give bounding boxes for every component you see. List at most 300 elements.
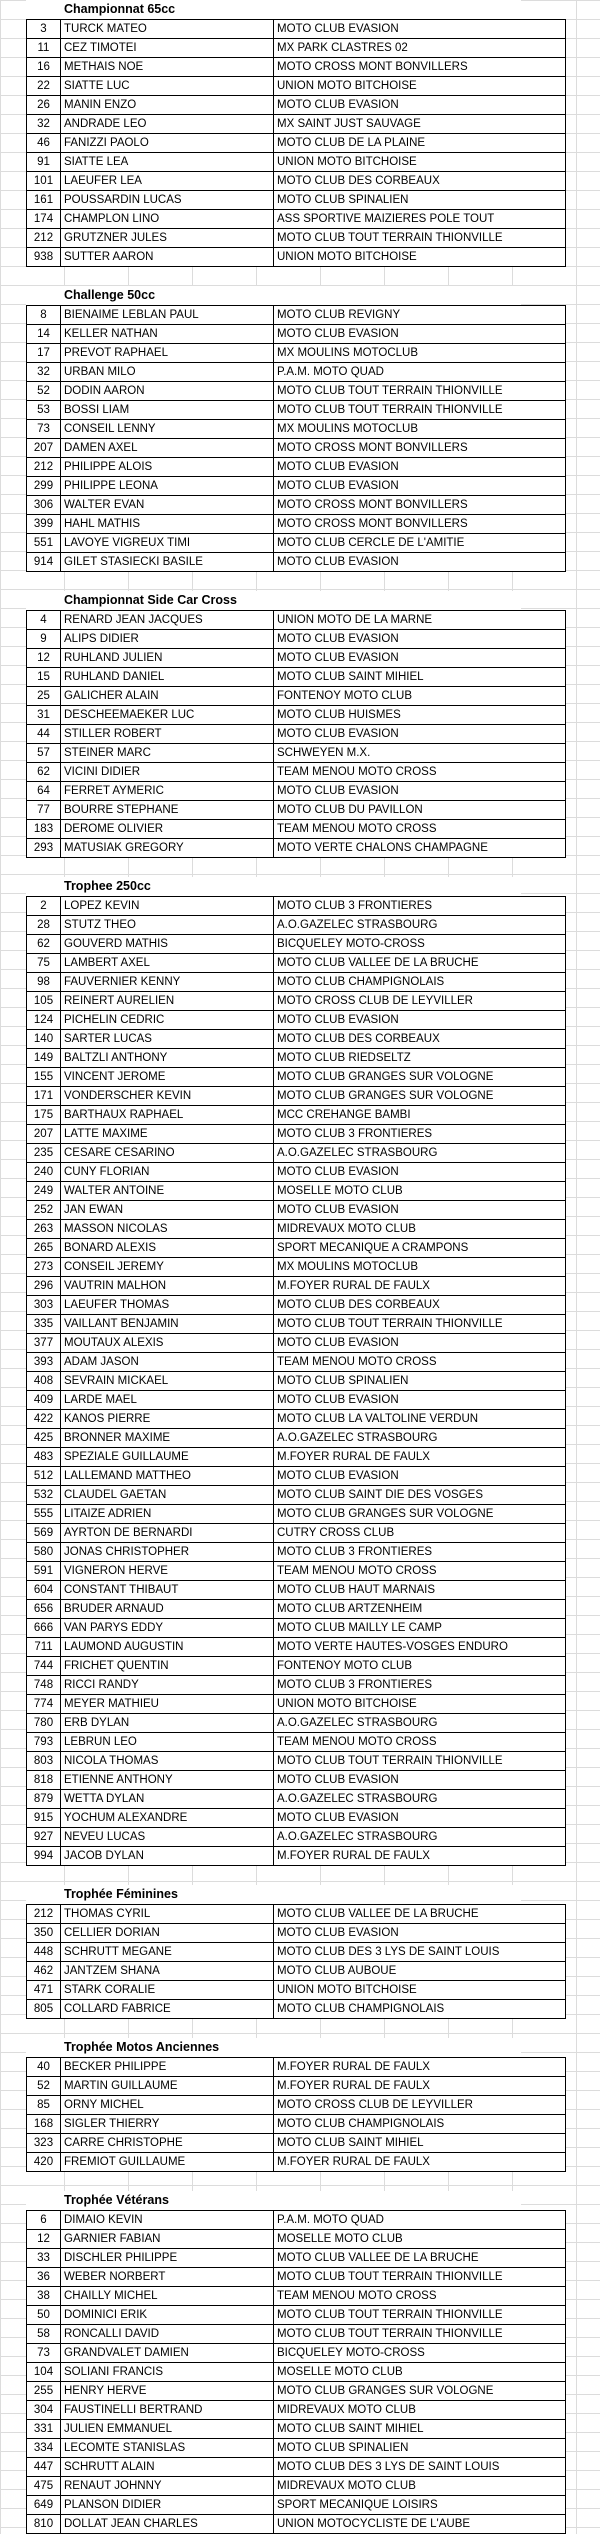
table-row [27, 916, 566, 935]
rider-number: 62 [27, 763, 61, 782]
club-name: MOTO CLUB 3 FRONTIERES [274, 1543, 566, 1562]
category-section [26, 286, 566, 572]
club-name: MOTO CLUB EVASION [274, 1771, 566, 1790]
rider-number: 915 [27, 1809, 61, 1828]
table-row [27, 1391, 566, 1410]
club-name: MOTO CLUB TOUT TERRAIN THIONVILLE [274, 229, 566, 248]
table-row [27, 210, 566, 229]
rider-name: FANIZZI PAOLO [61, 134, 274, 153]
rider-number: 649 [27, 2496, 61, 2515]
club-name: MOTO CLUB GRANGES SUR VOLOGNE [274, 1087, 566, 1106]
club-name: MOTO CLUB EVASION [274, 725, 566, 744]
club-name: MOTO CLUB SAINT DIE DES VOSGES [274, 1486, 566, 1505]
club-name: MOTO CLUB MAILLY LE CAMP [274, 1619, 566, 1638]
entries-table [26, 1904, 566, 2019]
club-name: MOTO CLUB DES CORBEAUX [274, 172, 566, 191]
rider-name: VIGNERON HERVE [61, 1562, 274, 1581]
rider-name: CONSEIL LENNY [61, 420, 274, 439]
table-row [27, 954, 566, 973]
category-section [26, 2038, 566, 2172]
rider-name: ANDRADE LEO [61, 115, 274, 134]
club-name: MOTO CLUB TOUT TERRAIN THIONVILLE [274, 1752, 566, 1771]
rider-name: FERRET AYMERIC [61, 782, 274, 801]
rider-name: RENAUT JOHNNY [61, 2477, 274, 2496]
rider-name: LEBRUN LEO [61, 1733, 274, 1752]
club-name: UNION MOTOCYCLISTE DE L'AUBE [274, 2515, 566, 2534]
table-row [27, 2306, 566, 2325]
table-row [27, 1828, 566, 1847]
table-row [27, 2058, 566, 2077]
club-name: MOSELLE MOTO CLUB [274, 1182, 566, 1201]
rider-name: CESARE CESARINO [61, 1144, 274, 1163]
club-name: MOTO CLUB TOUT TERRAIN THIONVILLE [274, 2325, 566, 2344]
rider-number: 296 [27, 1277, 61, 1296]
table-row [27, 2153, 566, 2172]
rider-number: 420 [27, 2153, 61, 2172]
rider-number: 105 [27, 992, 61, 1011]
rider-number: 174 [27, 210, 61, 229]
table-row [27, 1467, 566, 1486]
rider-name: THOMAS CYRIL [61, 1905, 274, 1924]
club-name: MX PARK CLASTRES 02 [274, 39, 566, 58]
rider-number: 803 [27, 1752, 61, 1771]
club-name: P.A.M. MOTO QUAD [274, 363, 566, 382]
rider-name: BOSSI LIAM [61, 401, 274, 420]
table-row [27, 2477, 566, 2496]
table-row [27, 1733, 566, 1752]
rider-number: 85 [27, 2096, 61, 2115]
club-name: MOTO CROSS MONT BONVILLERS [274, 515, 566, 534]
rider-number: 323 [27, 2134, 61, 2153]
rider-name: SOLIANI FRANCIS [61, 2363, 274, 2382]
rider-number: 879 [27, 1790, 61, 1809]
table-row [27, 306, 566, 325]
table-row [27, 515, 566, 534]
rider-number: 38 [27, 2287, 61, 2306]
table-row [27, 1068, 566, 1087]
rider-number: 22 [27, 77, 61, 96]
table-row [27, 1981, 566, 2000]
table-row [27, 1296, 566, 1315]
rider-number: 448 [27, 1943, 61, 1962]
table-row [27, 153, 566, 172]
rider-number: 748 [27, 1676, 61, 1695]
club-name: A.O.GAZELEC STRASBOURG [274, 916, 566, 935]
table-row [27, 1714, 566, 1733]
table-row [27, 630, 566, 649]
table-row [27, 1600, 566, 1619]
club-name: MOTO CLUB DES 3 LYS DE SAINT LOUIS [274, 1943, 566, 1962]
rider-name: LATTE MAXIME [61, 1125, 274, 1144]
rider-number: 744 [27, 1657, 61, 1676]
rider-number: 393 [27, 1353, 61, 1372]
table-row [27, 534, 566, 553]
rider-number: 140 [27, 1030, 61, 1049]
rider-number: 73 [27, 2344, 61, 2363]
rider-name: SIGLER THIERRY [61, 2115, 274, 2134]
club-name: MOSELLE MOTO CLUB [274, 2230, 566, 2249]
rider-number: 25 [27, 687, 61, 706]
club-name: MX MOULINS MOTOCLUB [274, 420, 566, 439]
table-row [27, 1258, 566, 1277]
rider-name: DOMINICI ERIK [61, 2306, 274, 2325]
rider-name: HAHL MATHIS [61, 515, 274, 534]
rider-number: 57 [27, 744, 61, 763]
club-name: A.O.GAZELEC STRASBOURG [274, 1828, 566, 1847]
category-title: Trophée Féminines [26, 1885, 521, 1904]
rider-number: 255 [27, 2382, 61, 2401]
rider-name: FAUVERNIER KENNY [61, 973, 274, 992]
club-name: MOTO CLUB CHAMPIGNOLAIS [274, 2000, 566, 2019]
rider-name: VONDERSCHER KEVIN [61, 1087, 274, 1106]
rider-name: CEZ TIMOTEI [61, 39, 274, 58]
rider-name: BIENAIME LEBLAN PAUL [61, 306, 274, 325]
club-name: MOTO CLUB SPINALIEN [274, 191, 566, 210]
table-row [27, 2096, 566, 2115]
rider-name: MOUTAUX ALEXIS [61, 1334, 274, 1353]
rider-number: 104 [27, 2363, 61, 2382]
club-name: MOTO CLUB SAINT MIHIEL [274, 668, 566, 687]
rider-number: 32 [27, 363, 61, 382]
rider-name: BONARD ALEXIS [61, 1239, 274, 1258]
rider-number: 425 [27, 1429, 61, 1448]
rider-number: 335 [27, 1315, 61, 1334]
table-row [27, 1905, 566, 1924]
table-row [27, 1924, 566, 1943]
club-name: MOTO CLUB EVASION [274, 477, 566, 496]
rider-name: RUHLAND JULIEN [61, 649, 274, 668]
rider-number: 805 [27, 2000, 61, 2019]
table-row [27, 1657, 566, 1676]
table-row [27, 1752, 566, 1771]
club-name: MOTO CLUB SPINALIEN [274, 2439, 566, 2458]
table-row [27, 725, 566, 744]
table-row [27, 553, 566, 572]
rider-name: PICHELIN CEDRIC [61, 1011, 274, 1030]
club-name: MOTO CLUB EVASION [274, 649, 566, 668]
rider-number: 91 [27, 153, 61, 172]
table-row [27, 20, 566, 39]
club-name: TEAM MENOU MOTO CROSS [274, 1353, 566, 1372]
table-row [27, 401, 566, 420]
rider-number: 512 [27, 1467, 61, 1486]
rider-number: 207 [27, 439, 61, 458]
rider-number: 299 [27, 477, 61, 496]
table-row [27, 1201, 566, 1220]
category-section [26, 0, 566, 267]
club-name: P.A.M. MOTO QUAD [274, 2211, 566, 2230]
rider-number: 938 [27, 248, 61, 267]
table-row [27, 77, 566, 96]
rider-name: GRANDVALET DAMIEN [61, 2344, 274, 2363]
rider-number: 350 [27, 1924, 61, 1943]
rider-number: 994 [27, 1847, 61, 1866]
club-name: UNION MOTO BITCHOISE [274, 1981, 566, 2000]
rider-number: 711 [27, 1638, 61, 1657]
table-row [27, 1448, 566, 1467]
rider-name: LAUMOND AUGUSTIN [61, 1638, 274, 1657]
rider-number: 14 [27, 325, 61, 344]
table-row [27, 496, 566, 515]
table-row [27, 1220, 566, 1239]
rider-number: 8 [27, 306, 61, 325]
rider-number: 16 [27, 58, 61, 77]
rider-name: CHAMPLON LINO [61, 210, 274, 229]
rider-name: LAEUFER THOMAS [61, 1296, 274, 1315]
club-name: MOTO CROSS MONT BONVILLERS [274, 439, 566, 458]
rider-name: STEINER MARC [61, 744, 274, 763]
club-name: M.FOYER RURAL DE FAULX [274, 1277, 566, 1296]
table-row [27, 1943, 566, 1962]
rider-name: PLANSON DIDIER [61, 2496, 274, 2515]
table-row [27, 992, 566, 1011]
table-row [27, 1524, 566, 1543]
club-name: MOTO CLUB SAINT MIHIEL [274, 2420, 566, 2439]
club-name: MIDREVAUX MOTO CLUB [274, 2401, 566, 2420]
club-name: MOTO CLUB EVASION [274, 458, 566, 477]
rider-name: NICOLA THOMAS [61, 1752, 274, 1771]
rider-name: WETTA DYLAN [61, 1790, 274, 1809]
rider-name: BRUDER ARNAUD [61, 1600, 274, 1619]
rider-name: ORNY MICHEL [61, 2096, 274, 2115]
table-row [27, 1372, 566, 1391]
club-name: A.O.GAZELEC STRASBOURG [274, 1790, 566, 1809]
club-name: MX MOULINS MOTOCLUB [274, 1258, 566, 1277]
table-row [27, 382, 566, 401]
rider-number: 155 [27, 1068, 61, 1087]
table-row [27, 2439, 566, 2458]
rider-name: DESCHEEMAEKER LUC [61, 706, 274, 725]
rider-number: 555 [27, 1505, 61, 1524]
rider-name: SUTTER AARON [61, 248, 274, 267]
club-name: MOTO CLUB 3 FRONTIERES [274, 1125, 566, 1144]
table-row [27, 1790, 566, 1809]
rider-name: WALTER ANTOINE [61, 1182, 274, 1201]
entries-table [26, 896, 566, 1866]
table-row [27, 2211, 566, 2230]
rider-name: MATUSIAK GREGORY [61, 839, 274, 858]
rider-number: 914 [27, 553, 61, 572]
rider-name: JANTZEM SHANA [61, 1962, 274, 1981]
rider-number: 666 [27, 1619, 61, 1638]
rider-name: GARNIER FABIAN [61, 2230, 274, 2249]
table-row [27, 668, 566, 687]
club-name: MOTO CLUB GRANGES SUR VOLOGNE [274, 2382, 566, 2401]
rider-name: LARDE MAEL [61, 1391, 274, 1410]
rider-name: BRONNER MAXIME [61, 1429, 274, 1448]
club-name: MOTO CLUB 3 FRONTIERES [274, 897, 566, 916]
club-name: MOTO CLUB SPINALIEN [274, 1372, 566, 1391]
rider-name: GALICHER ALAIN [61, 687, 274, 706]
table-row [27, 1315, 566, 1334]
category-title: Trophee 250cc [26, 877, 521, 896]
rider-number: 40 [27, 2058, 61, 2077]
rider-name: TURCK MATEO [61, 20, 274, 39]
rider-number: 818 [27, 1771, 61, 1790]
rider-number: 532 [27, 1486, 61, 1505]
table-row [27, 1543, 566, 1562]
club-name: MOTO CLUB EVASION [274, 325, 566, 344]
rider-name: BECKER PHILIPPE [61, 2058, 274, 2077]
rider-number: 235 [27, 1144, 61, 1163]
rider-name: MASSON NICOLAS [61, 1220, 274, 1239]
club-name: MOTO CLUB EVASION [274, 1809, 566, 1828]
club-name: MOTO CLUB GRANGES SUR VOLOGNE [274, 1068, 566, 1087]
table-row [27, 2420, 566, 2439]
rider-name: SCHRUTT MEGANE [61, 1943, 274, 1962]
club-name: MOTO CLUB DES CORBEAUX [274, 1296, 566, 1315]
club-name: MOTO CLUB TOUT TERRAIN THIONVILLE [274, 2268, 566, 2287]
rider-name: SIATTE LUC [61, 77, 274, 96]
rider-number: 2 [27, 897, 61, 916]
club-name: MOTO CLUB AUBOUE [274, 1962, 566, 1981]
rider-name: BOURRE STEPHANE [61, 801, 274, 820]
rider-name: FRICHET QUENTIN [61, 1657, 274, 1676]
rider-name: JONAS CHRISTOPHER [61, 1543, 274, 1562]
rider-number: 3 [27, 20, 61, 39]
club-name: MIDREVAUX MOTO CLUB [274, 2477, 566, 2496]
entries-table [26, 19, 566, 267]
rider-name: LAEUFER LEA [61, 172, 274, 191]
club-name: MOTO CLUB TOUT TERRAIN THIONVILLE [274, 401, 566, 420]
rider-number: 149 [27, 1049, 61, 1068]
rider-number: 52 [27, 382, 61, 401]
table-row [27, 1277, 566, 1296]
club-name: MOTO CLUB CHAMPIGNOLAIS [274, 2115, 566, 2134]
club-name: BICQUELEY MOTO-CROSS [274, 2344, 566, 2363]
club-name: MOTO CLUB TOUT TERRAIN THIONVILLE [274, 382, 566, 401]
rider-number: 36 [27, 2268, 61, 2287]
rider-name: METHAIS NOE [61, 58, 274, 77]
table-row [27, 325, 566, 344]
table-row [27, 649, 566, 668]
table-row [27, 2115, 566, 2134]
table-row [27, 2134, 566, 2153]
club-name: MOTO CLUB EVASION [274, 1334, 566, 1353]
rider-number: 171 [27, 1087, 61, 1106]
club-name: M.FOYER RURAL DE FAULX [274, 2153, 566, 2172]
club-name: SPORT MECANIQUE A CRAMPONS [274, 1239, 566, 1258]
category-title: Championnat 65cc [26, 0, 521, 19]
rider-name: GILET STASIECKI BASILE [61, 553, 274, 572]
rider-name: MANIN ENZO [61, 96, 274, 115]
rider-name: DODIN AARON [61, 382, 274, 401]
rider-number: 161 [27, 191, 61, 210]
rider-name: LECOMTE STANISLAS [61, 2439, 274, 2458]
club-name: CUTRY CROSS CLUB [274, 1524, 566, 1543]
rider-name: KELLER NATHAN [61, 325, 274, 344]
table-row [27, 782, 566, 801]
club-name: UNION MOTO BITCHOISE [274, 248, 566, 267]
rider-number: 252 [27, 1201, 61, 1220]
table-row [27, 1087, 566, 1106]
rider-name: STILLER ROBERT [61, 725, 274, 744]
category-title: Challenge 50cc [26, 286, 521, 305]
club-name: SCHWEYEN M.X. [274, 744, 566, 763]
club-name: MOTO CLUB GRANGES SUR VOLOGNE [274, 1505, 566, 1524]
table-row [27, 58, 566, 77]
rider-number: 656 [27, 1600, 61, 1619]
club-name: MOTO CLUB EVASION [274, 782, 566, 801]
club-name: MOTO CLUB TOUT TERRAIN THIONVILLE [274, 1315, 566, 1334]
club-name: MOTO CLUB SAINT MIHIEL [274, 2134, 566, 2153]
club-name: MIDREVAUX MOTO CLUB [274, 1220, 566, 1239]
rider-name: AYRTON DE BERNARDI [61, 1524, 274, 1543]
rider-number: 15 [27, 668, 61, 687]
rider-name: DAMEN AXEL [61, 439, 274, 458]
rider-number: 249 [27, 1182, 61, 1201]
rider-number: 306 [27, 496, 61, 515]
rider-name: PHILIPPE ALOIS [61, 458, 274, 477]
club-name: M.FOYER RURAL DE FAULX [274, 1847, 566, 1866]
club-name: UNION MOTO DE LA MARNE [274, 611, 566, 630]
rider-number: 569 [27, 1524, 61, 1543]
rider-name: WALTER EVAN [61, 496, 274, 515]
rider-name: BALTZLI ANTHONY [61, 1049, 274, 1068]
rider-name: ADAM JASON [61, 1353, 274, 1372]
rider-number: 810 [27, 2515, 61, 2534]
table-row [27, 344, 566, 363]
rider-name: LALLEMAND MATTHEO [61, 1467, 274, 1486]
table-row [27, 2077, 566, 2096]
rider-number: 293 [27, 839, 61, 858]
rider-name: LAMBERT AXEL [61, 954, 274, 973]
section-spacer [26, 2172, 566, 2191]
rider-number: 33 [27, 2249, 61, 2268]
rider-name: VICINI DIDIER [61, 763, 274, 782]
club-name: SPORT MECANIQUE LOISIRS [274, 2496, 566, 2515]
table-row [27, 420, 566, 439]
table-row [27, 1163, 566, 1182]
club-name: MOTO CLUB 3 FRONTIERES [274, 1676, 566, 1695]
table-row [27, 2363, 566, 2382]
club-name: MOTO CLUB CHAMPIGNOLAIS [274, 973, 566, 992]
club-name: FONTENOY MOTO CLUB [274, 687, 566, 706]
club-name: MX SAINT JUST SAUVAGE [274, 115, 566, 134]
club-name: MOTO CLUB VALLEE DE LA BRUCHE [274, 954, 566, 973]
rider-number: 212 [27, 458, 61, 477]
club-name: MX MOULINS MOTOCLUB [274, 344, 566, 363]
rider-name: COLLARD FABRICE [61, 2000, 274, 2019]
club-name: MOTO CLUB EVASION [274, 1201, 566, 1220]
club-name: MOTO CLUB HAUT MARNAIS [274, 1581, 566, 1600]
club-name: TEAM MENOU MOTO CROSS [274, 820, 566, 839]
table-row [27, 1429, 566, 1448]
rider-name: FREMIOT GUILLAUME [61, 2153, 274, 2172]
rider-number: 212 [27, 229, 61, 248]
table-row [27, 1410, 566, 1429]
rider-number: 9 [27, 630, 61, 649]
club-name: BICQUELEY MOTO-CROSS [274, 935, 566, 954]
rider-name: MEYER MATHIEU [61, 1695, 274, 1714]
section-spacer [26, 1866, 566, 1885]
rider-number: 17 [27, 344, 61, 363]
club-name: MOTO CLUB VALLEE DE LA BRUCHE [274, 1905, 566, 1924]
entries-table [26, 2210, 566, 2534]
rider-number: 273 [27, 1258, 61, 1277]
rider-name: REINERT AURELIEN [61, 992, 274, 1011]
table-row [27, 687, 566, 706]
club-name: TEAM MENOU MOTO CROSS [274, 1733, 566, 1752]
club-name: MOTO CROSS CLUB DE LEYVILLER [274, 992, 566, 1011]
table-row [27, 1619, 566, 1638]
category-title: Trophée Vétérans [26, 2191, 521, 2210]
rider-name: BARTHAUX RAPHAEL [61, 1106, 274, 1125]
rider-name: VINCENT JEROME [61, 1068, 274, 1087]
table-row [27, 2268, 566, 2287]
table-row [27, 1182, 566, 1201]
club-name: MOTO CROSS CLUB DE LEYVILLER [274, 2096, 566, 2115]
